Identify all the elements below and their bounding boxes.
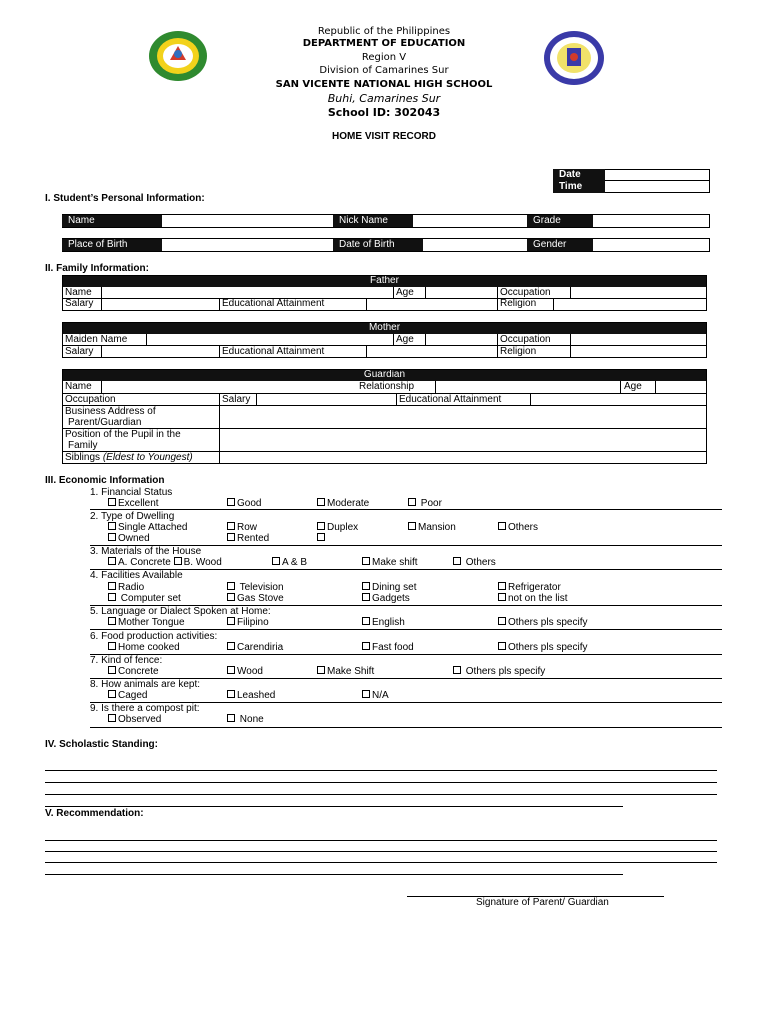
option-text: Leashed [237,690,276,701]
option-concrete-wood[interactable] [108,557,222,568]
grade-label: Grade [527,215,593,227]
guardian-education-label: Educational Attainment [399,394,502,405]
father-divider [425,287,426,298]
father-salary-label: Salary [65,298,94,309]
father-divider [553,298,554,310]
checkbox-icon [227,714,235,722]
option-text: Owned [118,533,150,544]
option-text: Duplex [327,522,359,533]
checkbox-icon [227,533,235,541]
checkbox-icon [108,714,116,722]
option-text: Refrigerator [508,582,561,593]
writing-line[interactable] [45,874,623,875]
writing-line[interactable] [45,862,717,863]
siblings-text: Siblings [65,452,101,463]
siblings-label [65,452,193,463]
maiden-name-label: Maiden Name [65,334,128,345]
option-text: Fast food [372,642,414,653]
option-caged[interactable] [108,690,147,701]
header-region: Region V [361,52,407,63]
guardian-divider [620,381,621,393]
checkbox-icon [174,557,182,565]
guardian-divider [530,393,531,405]
header-location: Buhi, Camarines Sur [327,92,441,105]
father-divider [219,298,220,310]
mother-header: Mother [62,322,707,334]
option-text: Make shift [372,557,418,568]
guardian-name-label: Name [65,381,92,392]
option-text: N/A [372,690,389,701]
option-observed[interactable] [108,714,161,725]
date-time-divider [605,180,710,181]
guardian-divider [655,381,656,393]
option-not-on-list[interactable] [498,593,567,604]
checkbox-icon [108,642,116,650]
q5-label: 5. Language or Dialect Spoken at Home: [90,606,271,617]
option-text: not on the list [508,593,568,604]
checkbox-icon [362,690,370,698]
checkbox-icon [227,498,235,506]
q3-divider [90,569,722,570]
checkbox-icon [227,690,235,698]
mother-religion-label: Religion [500,346,537,357]
section-4-title: IV. Scholastic Standing: [45,739,158,750]
signature-label: Signature of Parent/ Guardian [476,897,609,908]
option-text: Make Shift [327,666,375,677]
name-label: Name [62,215,162,227]
position-label-1: Position of the Pupil in the [65,429,181,440]
father-row-divider [62,298,707,299]
father-divider [497,287,498,310]
guardian-age-label: Age [624,381,642,392]
section-3-title: III. Economic Information [45,475,165,486]
header-school: SAN VICENTE NATIONAL HIGH SCHOOL [275,79,493,90]
guardian-divider [101,381,102,393]
q6-divider [90,654,722,655]
checkbox-icon [108,533,116,541]
checkbox-icon [453,557,461,565]
business-address-label-1: Business Address of [65,406,156,417]
q1-label: 1. Financial Status [90,487,173,498]
option-fence-concrete[interactable] [108,666,159,677]
checkbox-icon [317,533,325,541]
mother-education-label: Educational Attainment [222,346,325,357]
option-fence-others[interactable] [453,666,545,677]
option-excellent[interactable] [108,498,159,509]
checkbox-icon [362,557,370,565]
mother-divider [219,345,220,357]
father-age-label: Age [396,287,414,298]
option-moderate[interactable] [317,498,369,509]
checkbox-icon [408,498,416,506]
q2-label: 2. Type of Dwelling [90,511,175,522]
section-5-title: V. Recommendation: [45,808,144,819]
q4-label: 4. Facilities Available [90,570,183,581]
q5-divider [90,629,722,630]
mother-divider [366,345,367,357]
guardian-divider [396,393,397,405]
option-duplex[interactable] [317,522,358,533]
option-text: Radio [118,582,145,593]
header-department: DEPARTMENT OF EDUCATION [302,38,466,49]
father-religion-label: Religion [500,298,537,309]
checkbox-icon [362,617,370,625]
option-text: Filipino [237,617,269,628]
father-divider [101,298,102,310]
guardian-row-divider [62,393,707,394]
date-of-birth-label: Date of Birth [333,239,423,251]
option-english[interactable] [362,617,405,628]
guardian-header: Guardian [62,369,707,381]
mother-age-label: Age [396,334,414,345]
option-dining-set[interactable] [362,582,416,593]
option-text: Television [239,582,284,593]
q9-label: 9. Is there a compost pit: [90,703,200,714]
mother-divider [425,334,426,345]
option-materials-others[interactable] [453,557,496,568]
option-good[interactable] [227,498,261,509]
option-a-and-b[interactable] [272,557,307,568]
checkbox-icon [227,666,235,674]
checkbox-icon [108,557,116,565]
option-text: Observed [118,714,162,725]
mother-divider [497,334,498,357]
option-text: Excellent [118,498,159,509]
option-text: Others pls specify [465,666,546,677]
option-text: Gadgets [372,593,410,604]
header-school-id: School ID: 302043 [327,106,441,119]
option-text: Good [237,498,262,509]
mother-divider [101,345,102,357]
option-none[interactable] [227,714,264,725]
checkbox-icon [453,666,461,674]
relationship-label: Relationship [359,381,415,392]
option-text: Carendiria [237,642,284,653]
checkbox-icon [108,666,116,674]
option-text: English [372,617,405,628]
mother-divider [570,345,571,357]
guardian-salary-label: Salary [222,394,251,405]
checkbox-icon [108,498,116,506]
father-divider [570,287,571,298]
checkbox-icon [362,642,370,650]
q1-divider [90,509,722,510]
checkbox-icon [227,582,235,590]
option-text: B. Wood [183,557,222,568]
option-text: Rented [237,533,270,544]
option-text: Concrete [118,666,159,677]
mother-salary-label: Salary [65,346,94,357]
option-fence-wood[interactable] [227,666,263,677]
option-text: Dining set [372,582,417,593]
checkbox-icon [498,642,506,650]
checkbox-icon [108,593,116,601]
guardian-row-divider [62,405,707,406]
option-text: Others pls specify [508,617,588,628]
option-text: Row [237,522,258,533]
writing-line[interactable] [45,770,717,771]
option-radio[interactable] [108,582,144,593]
option-poor[interactable] [408,498,442,509]
checkbox-icon [362,593,370,601]
option-text: Mother Tongue [118,617,185,628]
option-text: Single Attached [118,522,188,533]
business-address-label-2: Parent/Guardian [68,417,142,428]
guardian-divider [219,393,220,464]
section-2-title: II. Family Information: [45,263,149,274]
option-fast-food[interactable] [362,642,414,653]
mother-occupation-label: Occupation [500,334,551,345]
checkbox-icon [498,617,506,625]
checkbox-icon [317,522,325,530]
writing-line[interactable] [45,794,717,795]
father-divider [393,287,394,298]
option-text: Gas Stove [237,593,284,604]
guardian-divider [256,393,257,405]
checkbox-icon [498,582,506,590]
option-carendiria[interactable] [227,642,283,653]
option-language-others[interactable] [498,617,587,628]
document-title: HOME VISIT RECORD [332,131,436,142]
option-blank[interactable] [317,533,327,544]
option-text: Others pls specify [508,642,588,653]
checkbox-icon [108,617,116,625]
father-header: Father [62,275,707,287]
option-text: Caged [118,690,148,701]
checkbox-icon [408,522,416,530]
option-rented[interactable] [227,533,269,544]
checkbox-icon [498,593,506,601]
option-refrigerator[interactable] [498,582,561,593]
option-dwelling-others[interactable] [498,522,538,533]
option-fence-make-shift[interactable] [317,666,374,677]
option-na[interactable] [362,690,389,701]
option-gas-stove[interactable] [227,593,284,604]
q3-label: 3. Materials of the House [90,546,202,557]
option-mansion[interactable] [408,522,456,533]
checkbox-icon [227,522,235,530]
mother-table [62,322,707,358]
gender-label: Gender [527,239,593,251]
option-text: Others [508,522,539,533]
position-label-2: Family [68,440,98,451]
option-gadgets[interactable] [362,593,410,604]
father-education-label: Educational Attainment [222,298,325,309]
option-home-cooked[interactable] [108,642,180,653]
father-occupation-label: Occupation [500,287,551,298]
checkbox-icon [498,522,506,530]
checkbox-icon [317,498,325,506]
father-table [62,275,707,311]
checkbox-icon [362,582,370,590]
checkbox-icon [108,522,116,530]
q6-label: 6. Food production activities: [90,631,218,642]
siblings-note: (Eldest to Youngest) [102,452,193,463]
option-text: Mansion [418,522,456,533]
father-name-label: Name [65,287,92,298]
checkbox-icon [108,690,116,698]
option-text: Others [465,557,496,568]
section-1-title: I. Student’s Personal Information: [45,193,205,204]
option-text: Computer set [120,593,181,604]
header-division: Division of Camarines Sur [319,65,449,76]
option-text: Poor [420,498,442,509]
writing-line[interactable] [45,806,623,807]
writing-line[interactable] [45,782,717,783]
option-food-others[interactable] [498,642,587,653]
date-label: Date [553,169,605,181]
q8-label: 8. How animals are kept: [90,679,201,690]
option-text: A. Concrete [118,557,171,568]
option-leashed[interactable] [227,690,275,701]
guardian-divider [435,381,436,393]
header-republic: Republic of the Philippines [317,26,451,37]
father-divider [366,298,367,310]
writing-line[interactable] [45,851,717,852]
option-television[interactable] [227,582,284,593]
option-text: A & B [282,557,308,568]
option-mother-tongue[interactable] [108,617,185,628]
checkbox-icon [317,666,325,674]
place-of-birth-label: Place of Birth [62,239,162,251]
option-filipino[interactable] [227,617,269,628]
option-single-attached[interactable] [108,522,188,533]
option-computer-set[interactable] [108,593,181,604]
option-text: Home cooked [118,642,180,653]
checkbox-icon [227,617,235,625]
option-row[interactable] [227,522,257,533]
option-make-shift[interactable] [362,557,418,568]
time-label: Time [553,181,605,193]
checkbox-icon [227,593,235,601]
mother-divider [146,334,147,345]
father-divider [101,287,102,298]
option-text: None [239,714,264,725]
guardian-occupation-label: Occupation [65,394,116,405]
option-text: Wood [237,666,263,677]
nick-name-label: Nick Name [333,215,413,227]
mother-row-divider [62,345,707,346]
option-owned[interactable] [108,533,150,544]
checkbox-icon [108,582,116,590]
q9-divider [90,727,722,728]
q7-label: 7. Kind of fence: [90,655,163,666]
mother-divider [570,334,571,345]
checkbox-icon [272,557,280,565]
checkbox-icon [227,642,235,650]
writing-line[interactable] [45,840,717,841]
mother-divider [393,334,394,345]
option-text: Moderate [327,498,370,509]
